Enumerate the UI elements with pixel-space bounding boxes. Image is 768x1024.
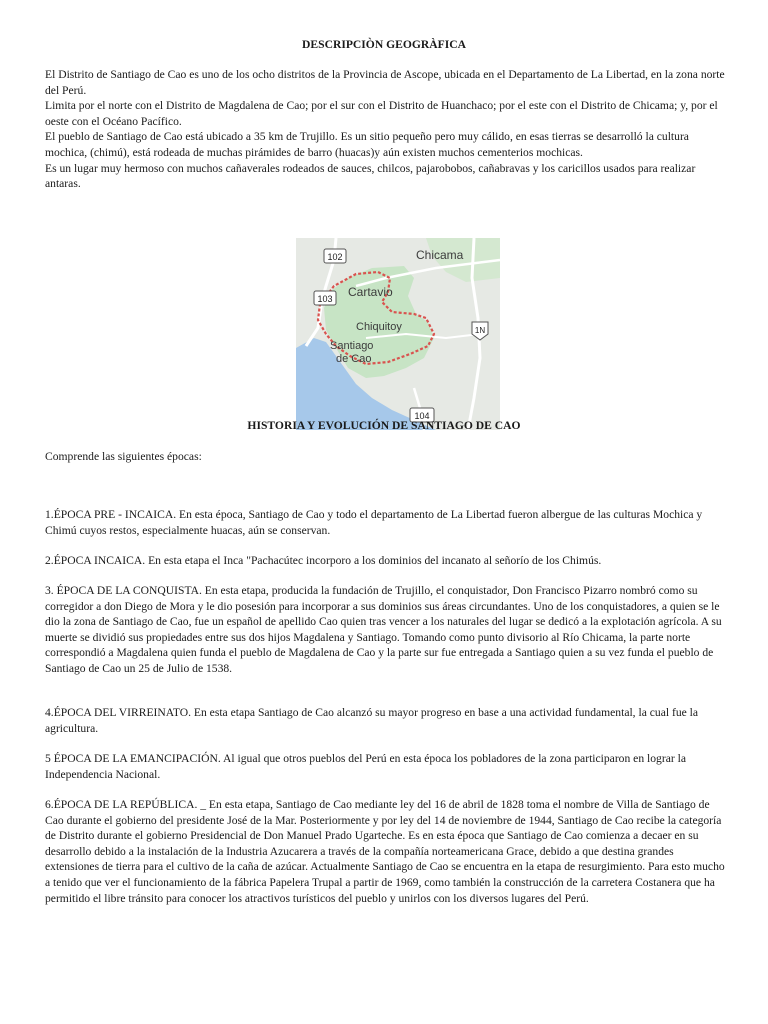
epoch-2 bbox=[45, 553, 725, 569]
section-title-geografica: DESCRIPCIÒN GEOGRÀFICA bbox=[302, 38, 466, 51]
epoch-paragraph: 2.ÉPOCA INCAICA. En esta etapa el Inca "Pachacútec incorporo a los dominios del incanato al señorío de los Chimús. bbox=[45, 554, 602, 567]
epoch-3 bbox=[45, 583, 725, 677]
svg-text:102: 102 bbox=[327, 252, 343, 262]
epoch-6 bbox=[45, 797, 725, 906]
intro-paragraph: Limita por el norte con el Distrito de Magdalena de Cao; por el sur con el Distrito de Huanchaco; por el este con el Distrito de Chicama; y, por el oeste con el Océano Pacífico. bbox=[45, 99, 718, 128]
section-title-historia: HISTORIA Y EVOLUCIÓN DE SANTIAGO DE CAO bbox=[247, 419, 521, 432]
epochs-intro-text: Comprende las siguientes épocas: bbox=[45, 450, 202, 463]
epochs-intro bbox=[45, 449, 725, 465]
epoch-5 bbox=[45, 751, 725, 782]
map-label-chicama: Chicama bbox=[416, 248, 464, 262]
epoch-paragraph: 1.ÉPOCA PRE - INCAICA. En esta época, Santiago de Cao y todo el departamento de La Libertad fueron albergue de las culturas Mochica y Chimú cuyos restos, especialmente huacas, aún se conservan. bbox=[45, 508, 703, 537]
epoch-paragraph: 6.ÉPOCA DE LA REPÚBLICA. _ En esta etapa, Santiago de Cao mediante ley del 16 de abril de 1828 toma el nombre de Villa de Santiago de Cao durante el gobierno del presidente José de la Mar. Posteriormente y por ley del 14 de noviembre de 1944, Santiago de Cao recibe la categoría de Distrito durante el gobierno Presidencial de Don Manuel Prado Ugarteche. Es en esta época que Santiago de Cao comienza a decaer en su desarrollo debido a la instalación de la Industria Azucarera a través de la compañía norteamericana Grace, debido a que destina grandes extensiones de tierra para el cultivo de la caña de azúcar. Actualmente Santiago de Cao se encuentra en la etapa de resurgimiento. Para esto mucho a tenido que ver el funcionamiento de la fábrica Papelera Trupal a partir de 1969, como también la construcción de la carretera Costanera que ha permitido el libre tránsito para conocer los atractivos turísticos del pueblo y unirlos con los diversos lugares del Perú. bbox=[45, 798, 725, 905]
map-label-cartavio: Cartavio bbox=[348, 285, 393, 299]
intro-paragraph: Es un lugar muy hermoso con muchos cañaverales rodeados de sauces, chilcos, pajarobobos, cañabravas y los caricillos usados para realizar antaras. bbox=[45, 161, 696, 191]
epoch-4 bbox=[45, 705, 725, 736]
route-103-shield bbox=[314, 291, 336, 305]
location-map bbox=[296, 238, 500, 430]
svg-text:1N: 1N bbox=[474, 326, 486, 335]
map-label-de-cao: de Cao bbox=[336, 353, 372, 365]
map-label-santiago: Santiago bbox=[330, 340, 374, 352]
route-102-shield bbox=[324, 249, 346, 263]
intro-text bbox=[45, 67, 725, 192]
epoch-paragraph: 3. ÉPOCA DE LA CONQUISTA. En esta etapa, producida la fundación de Trujillo, el conquistador, Don Francisco Pizarro nombró como su corregidor a don Diego de Mora y le dio posesión para incorporar a sus dominios sus áreas circundantes. Uno de los conquistadores, a quien se le dio la zona de Santiago de Cao, fue un español de apellido Cao quien tras vencer a los naturales del lugar se dedicó a la explotación agrícola. A su muerte se dividió sus propiedades entre sus dos hijos Magdalena y Santiago. Tomando como punto divisorio al Río Chicama, la parte norte correspondió a Magdalena quien funda el pueblo de Magdalena de Cao y la parte sur fue entregada a Santiago quien a su vez funda el pueblo de Santiago de Cao un 25 de Julio de 1538. bbox=[45, 584, 722, 675]
svg-text:103: 103 bbox=[317, 294, 333, 304]
epoch-paragraph: 4.ÉPOCA DEL VIRREINATO. En esta etapa Santiago de Cao alcanzó su mayor progreso en base a una actividad fundamental, la cual fue la agricultura. bbox=[45, 706, 699, 735]
epoch-paragraph: 5 ÉPOCA DE LA EMANCIPACIÓN. Al igual que otros pueblos del Perú en esta época los pobladores de la zona participaron en lograr la Independencia Nacional. bbox=[45, 752, 686, 781]
intro-paragraph: El Distrito de Santiago de Cao es uno de los ocho distritos de la Provincia de Ascope, ubicada en el Departamento de La Libertad, en la zona norte del Perú. bbox=[45, 68, 725, 97]
svg-text:104: 104 bbox=[414, 411, 430, 421]
map-graphic bbox=[296, 238, 500, 430]
map-label-chiquitoy: Chiquitoy bbox=[356, 321, 402, 333]
intro-paragraph: El pueblo de Santiago de Cao está ubicado a 35 km de Trujillo. Es un sitio pequeño pero muy cálido, en esas tierras se desarrolló la cultura mochica, (chimú), está rodeada de muchas pirámides de barro (huacas)y aún existen muchos cementerios mochicas. bbox=[45, 130, 689, 159]
epoch-1 bbox=[45, 507, 725, 538]
